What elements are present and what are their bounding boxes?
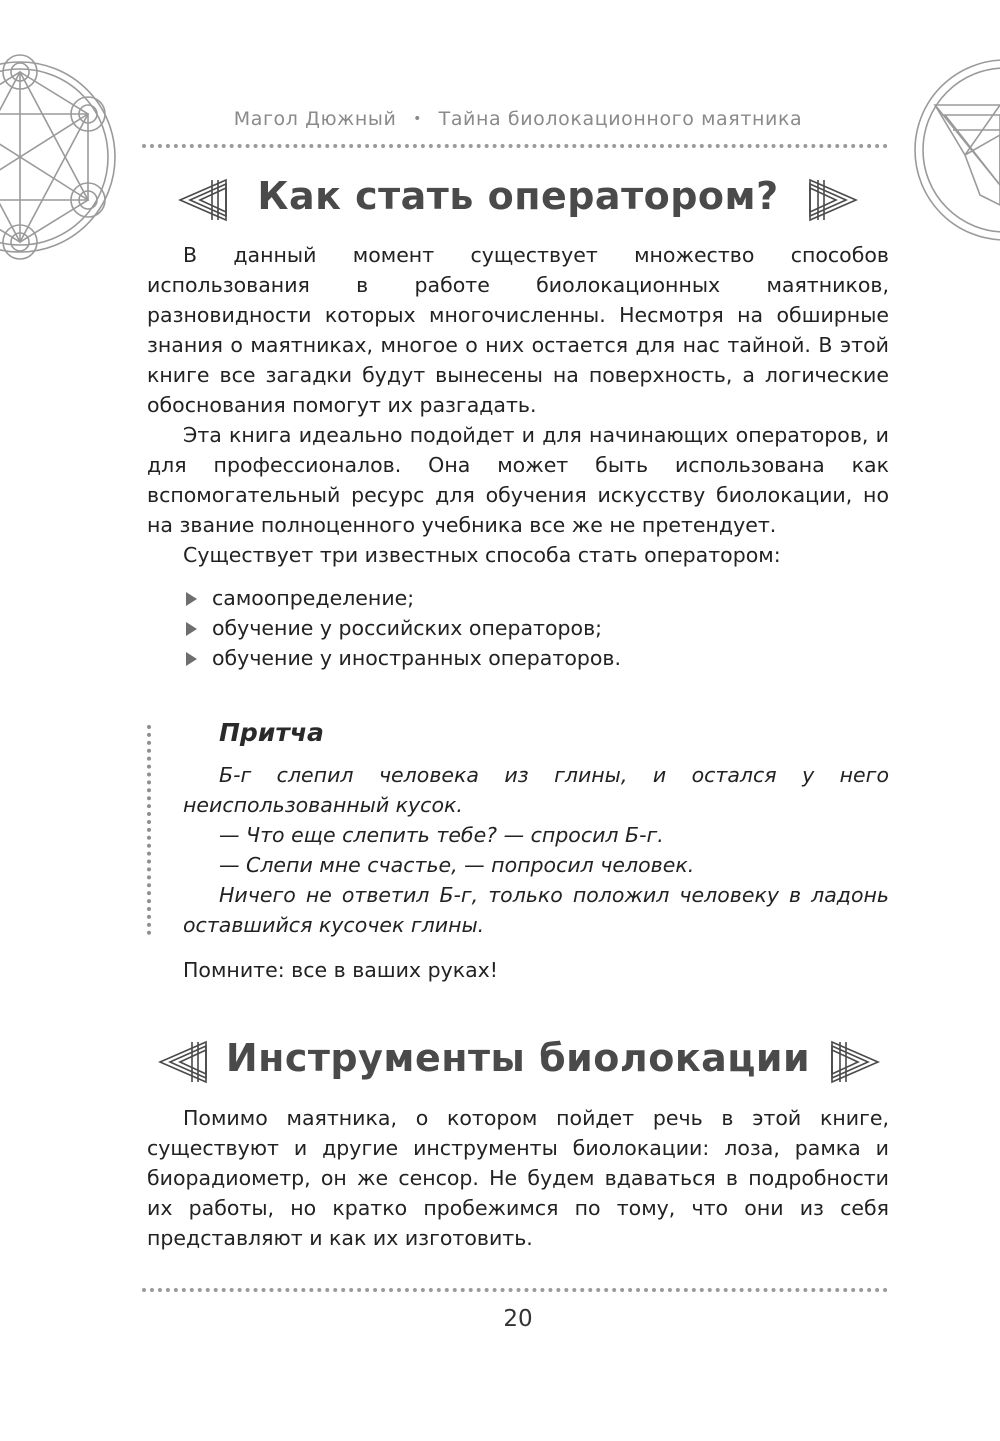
running-header — [0, 108, 1000, 130]
header-book-title: Тайна биолокационного маятника — [438, 108, 803, 130]
section-title-instruments: Инструменты биолокации — [225, 1036, 811, 1080]
section1-paragraph-1: В данный момент существует множество способов использования в работе биолокационных маятников, разновидности которых многочисленны. Несмотря на обширные знания о маятниках, многое о них остается для нас тайной. В этой книге все загадки будут вынесены на поверхность, а логические обоснования помогут их разгадать. — [147, 243, 889, 417]
parable-side-divider — [147, 725, 151, 935]
parable-line-3: — Слепи мне счастье, — попросил человек. — [219, 853, 695, 877]
page-number: 20 — [503, 1306, 533, 1332]
header-author: Магол Дюжный — [233, 108, 397, 130]
parable-line-4: Ничего не ответил Б-г, только положил человеку в ладонь оставшийся кусочек глины. — [183, 883, 889, 937]
list-item-text: обучение у российских операторов; — [212, 616, 603, 640]
triangle-bullet-icon — [186, 622, 197, 636]
triangle-bullet-icon — [186, 592, 197, 606]
list-item-text: обучение у иностранных операторов. — [212, 646, 622, 670]
footer-divider — [142, 1288, 888, 1292]
section-title-operator: Как стать оператором? — [257, 174, 779, 218]
sacred-geometry-icon — [0, 42, 130, 282]
parable-line-1: Б-г слепил человека из глины, и остался у него неиспользованный кусок. — [183, 763, 889, 817]
section2-paragraph-1: Помимо маятника, о котором пойдет речь в этой книге, существуют и другие инструменты биолокации: лоза, рамка и биорадиометр, он же сенсор. Не будем вдаваться в подробности их работы, но кратко пробежимся по тому, что они из себя представляют и как их изготовить. — [147, 1106, 889, 1250]
triple-chevron-right-icon — [830, 1040, 880, 1084]
triangle-bullet-icon — [186, 652, 197, 666]
header-divider — [142, 144, 888, 148]
parable-line-2: — Что еще слепить тебе? — спросил Б-г. — [219, 823, 664, 847]
section1-paragraph-2: Эта книга идеально подойдет и для начинающих операторов, и для профессионалов. Она может быть использована как вспомогательный ресурс для обучения искусству биолокации, но на звание полноценного учебника все же не претендует. — [147, 423, 889, 537]
triple-chevron-right-icon — [808, 178, 858, 222]
closing-line: Помните: все в ваших руках! — [183, 958, 499, 982]
list-item-text: самоопределение; — [212, 586, 415, 610]
header-separator: • — [413, 111, 422, 127]
parable-title: Притча — [219, 718, 324, 747]
section1-paragraph-3: Существует три известных способа стать оператором: — [183, 543, 781, 567]
